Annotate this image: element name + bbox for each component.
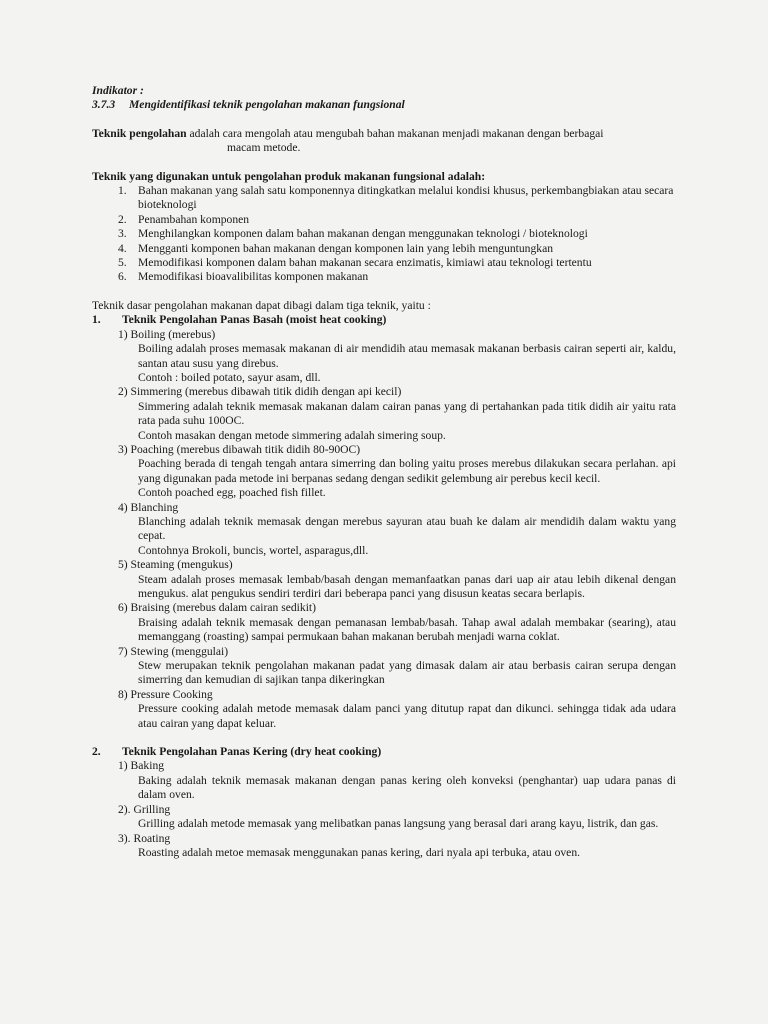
indikator-title: Mengidentifikasi teknik pengolahan makanan fungsional xyxy=(129,98,405,112)
sections-container xyxy=(92,313,676,860)
techniques-heading: Teknik yang digunakan untuk pengolahan produk makanan fungsional adalah: xyxy=(92,169,486,183)
subsection-body xyxy=(118,846,676,860)
indikator-number: 3.7.3 xyxy=(92,98,116,112)
section-heading xyxy=(92,313,676,327)
list-item-text: Penambahan komponen xyxy=(138,212,250,226)
subsection-body xyxy=(118,457,676,500)
list-item-text: Bahan makanan yang salah satu komponennya ditingkatkan melalui kondisi khusus, perkembangbiakan atau secara bioteknologi xyxy=(138,184,674,212)
section-heading xyxy=(92,745,676,759)
techniques-list xyxy=(92,184,676,285)
subsection-paragraph: Contoh poached egg, poached fish fillet. xyxy=(138,486,326,500)
list-item xyxy=(118,213,676,227)
subsection-paragraph: Pressure cooking adalah metode memasak dalam panci yang ditutup rapat dan dikunci. sehingga tidak ada udara atau cairan yang dapat keluar. xyxy=(138,702,676,730)
subsection xyxy=(92,688,676,731)
subsection-paragraph: Simmering adalah teknik memasak makanan dalam cairan panas yang di pertahankan pada titik didih air yaitu rata rata pada suhu 100OC. xyxy=(138,399,676,428)
subsection xyxy=(92,803,676,832)
subsection-heading: 5) Steaming (mengukus) xyxy=(118,558,233,572)
subsection-body xyxy=(118,515,676,558)
section-number: 2. xyxy=(92,745,101,759)
list-item-text: Memodifikasi komponen dalam bahan makanan secara enzimatis, kimiawi atau teknologi tertentu xyxy=(138,256,592,270)
list-item xyxy=(118,270,676,284)
subsection-paragraph: Blanching adalah teknik memasak dengan merebus sayuran atau buah ke dalam air mendidih dalam waktu yang cepat. xyxy=(138,514,676,543)
subsection-body xyxy=(118,573,676,602)
section-number: 1. xyxy=(92,313,101,327)
subsection-body xyxy=(118,400,676,443)
definition-text: adalah cara mengolah atau mengubah bahan makanan menjadi makanan dengan berbagai xyxy=(189,126,604,140)
subsection xyxy=(92,759,676,802)
subsection-paragraph: Poaching berada di tengah tengah antara simerring dan boling yaitu proses merebus dilakukan secara perlahan. api yang digunakan pada metode ini berpanas sedang dengan sedikit gelembung air perebus kecil kecil. xyxy=(138,457,676,485)
subsection xyxy=(92,601,676,644)
subsection-body xyxy=(118,616,676,645)
intro-text: Teknik dasar pengolahan makanan dapat dibagi dalam tiga teknik, yaitu : xyxy=(92,298,431,312)
definition-term: Teknik pengolahan xyxy=(92,126,187,140)
list-item-number: 1. xyxy=(118,184,127,198)
subsection xyxy=(92,501,676,559)
list-item-number: 2. xyxy=(118,212,127,226)
list-item-number: 5. xyxy=(118,256,127,270)
subsection xyxy=(92,558,676,601)
indikator-label: Indikator : xyxy=(92,84,144,97)
list-item xyxy=(118,256,676,270)
list-item-number: 4. xyxy=(118,241,127,255)
subsection-heading: 1) Baking xyxy=(118,759,165,773)
indikator-title-row xyxy=(92,98,676,112)
subsection-paragraph: Stew merupakan teknik pengolahan makanan padat yang dimasak dalam air atau berbasis cairan serupa dengan simerring dan kemudian di sajikan tanpa dikeringkan xyxy=(138,659,676,687)
subsection-heading: 1) Boiling (merebus) xyxy=(118,327,216,341)
subsection xyxy=(92,328,676,386)
list-item xyxy=(118,184,676,213)
subsection-body xyxy=(118,702,676,731)
subsection-paragraph: Grilling adalah metode memasak yang melibatkan panas langsung yang berasal dari arang kayu, listrik, dan gas. xyxy=(138,817,659,831)
list-item xyxy=(118,227,676,241)
definition-paragraph xyxy=(92,127,676,141)
subsection-body xyxy=(118,659,676,688)
list-item-text: Menghilangkan komponen dalam bahan makanan dengan menggunakan teknologi / bioteknologi xyxy=(138,227,588,241)
subsection-paragraph: Baking adalah teknik memasak makanan dengan panas kering oleh konveksi (penghantar) uap udara panas di dalam oven. xyxy=(138,773,676,802)
subsection-paragraph: Roasting adalah metoe memasak menggunakan panas kering, dari nyala api terbuka, atau oven. xyxy=(138,845,581,859)
subsection-paragraph: Contohnya Brokoli, buncis, wortel, asparagus,dll. xyxy=(138,543,369,557)
list-item xyxy=(118,242,676,256)
subsection-heading: 6) Braising (merebus dalam cairan sedikit) xyxy=(118,601,316,615)
subsection-heading: 3) Poaching (merebus dibawah titik didih 80-90OC) xyxy=(118,442,361,456)
section-title: Teknik Pengolahan Panas Kering (dry heat cooking) xyxy=(122,745,382,759)
section-title: Teknik Pengolahan Panas Basah (moist heat cooking) xyxy=(122,313,387,327)
list-item-number: 3. xyxy=(118,227,127,241)
subsection xyxy=(92,443,676,501)
subsection xyxy=(92,645,676,688)
subsection-paragraph: Contoh : boiled potato, sayur asam, dll. xyxy=(138,370,321,384)
list-item-text: Mengganti komponen bahan makanan dengan komponen lain yang lebih menguntungkan xyxy=(138,241,554,255)
subsection-heading: 8) Pressure Cooking xyxy=(118,687,213,701)
subsection-heading: 2) Simmering (merebus dibawah titik didih dengan api kecil) xyxy=(118,385,402,399)
subsection-heading: 4) Blanching xyxy=(118,500,179,514)
subsection-heading: 2). Grilling xyxy=(118,802,171,816)
subsection-paragraph: Braising adalah teknik memasak dengan pemanasan lembab/basah. Tahap awal adalah membakar (searing), atau memanggang (roasting) sampai permukaan bahan makanan berubah menjadi warna coklat. xyxy=(138,615,676,644)
subsection-heading: 3). Roating xyxy=(118,831,171,845)
subsection-paragraph: Steam adalah proses memasak lembab/basah dengan memanfaatkan panas dari uap air atau lebih dikenal dengan mengukus. alat pengukus sendiri terdiri dari beberapa panci yang disusun keatas secara berlapis. xyxy=(138,572,676,600)
subsection-body xyxy=(118,342,676,385)
list-item-number: 6. xyxy=(118,270,127,284)
list-item-text: Memodifikasi bioavalibilitas komponen makanan xyxy=(138,270,369,284)
subsection-paragraph: Contoh masakan dengan metode simmering adalah simering soup. xyxy=(138,428,446,442)
subsection xyxy=(92,385,676,443)
subsection xyxy=(92,832,676,861)
subsection-heading: 7) Stewing (menggulai) xyxy=(118,644,229,658)
subsection-body xyxy=(118,774,676,803)
subsection-paragraph: Boiling adalah proses memasak makanan di air mendidih atau memasak makanan berbasis cairan seperti air, kaldu, santan atau susu yang direbus. xyxy=(138,342,676,370)
definition-continuation: macam metode. xyxy=(227,141,301,155)
subsection-body xyxy=(118,817,676,831)
